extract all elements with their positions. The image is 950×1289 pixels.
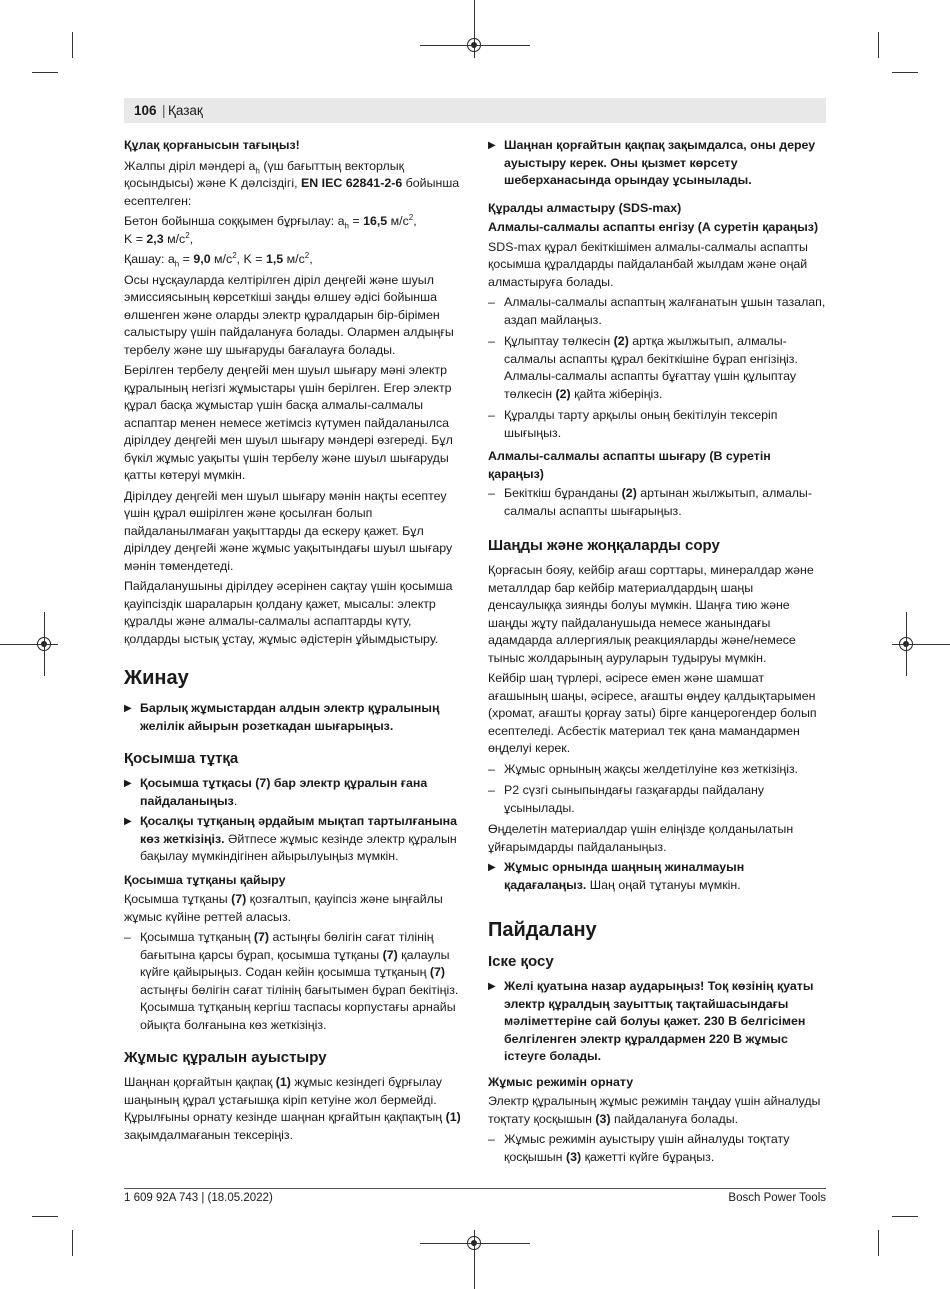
sds-title: Құралды алмастыру (SDS-max) [488, 200, 682, 215]
paragraph: Берілген тербелу деңгейі мен шуыл шығару мәні электр құралының негізгі жұмыстары үшін берілген. Егер электр құрал басқа жұмыстар үшін басқа алмалы-салмалы аспаптар менен немесе жетімсіз күтумен пайдаланылса дірілдеу деңгейі мен шуыл шығару мәндері өзгереді. Бұл бүкіл жұмыс уақыты үшін тербелу және шуыл шығаруды қатты көтеруі мүмкін. [124, 363, 453, 482]
crop-mark [32, 1216, 58, 1217]
list-item: – Алмалы-салмалы аспаптың жалғанатын ұшын тазалап, аздап майлаңыз. [488, 295, 826, 327]
warning-item: ▶ Барлық жұмыстардан алдын электр құралының желілік айырын розеткадан шығарыңыз. [124, 701, 440, 733]
dash-marker: – [488, 783, 495, 797]
header-language: Қазақ [168, 103, 203, 118]
crop-mark [878, 1230, 879, 1256]
dash-marker: – [488, 1132, 495, 1146]
list-item: – P2 сүзгі сыныпындағы газқағарды пайдалану ұсынылады. [488, 783, 765, 815]
left-column [124, 137, 462, 1147]
remove-tool-title: Алмалы-салмалы аспапты шығару (B суретін қараңыз) [488, 449, 771, 481]
vibration-chiselling: Қашау: $a_h = 9,0$ $м/с^2$, K = 1,5 $м/с^2$, [124, 250, 313, 269]
crop-mark [878, 32, 879, 58]
list-item: – Қосымша тұтқаның (7) астыңғы бөлігін сағат тілінің бағытына қарсы бұрап, қосымша тұтқаны (7) қалаулы күйге қайырыңыз. Содан кейін қосымша тұтқаның (7) астыңғы бөлігін сағат тілінің бағытымен бұрап бекітіңіз. Қосымша тұтқаның кергіш таспасы корпустағы арнайы ойықта болғанына көз жеткізіңіз. [124, 930, 459, 1032]
crop-mark [72, 1230, 73, 1256]
startup-heading: Іске қосу [488, 953, 554, 970]
warning-item: ▶ Қосымша тұтқасы (7) бар электр құралын ғана пайдаланыңыз. [124, 776, 428, 808]
dash-marker: – [488, 761, 495, 776]
paragraph: Пайдаланушыны дірілдеу әсерінен сақтау үшін қосымша қауіпсіздік шараларын қолдану қажет, мысалы: электр құралды және алмалы-салмалы аспаптарды күту, қолдарды ыстық ұстау, жұмыс әдістерін ұйымдыстыру. [124, 579, 453, 646]
dash-marker: – [124, 930, 131, 944]
paragraph: Кейбір шаң түрлері, әсіресе емен және шамшат ағашының шаңы, әсіресе, ағашты өңдеу қалдықтарымен (хромат, ағашты қорғау заты) бірге канцерогендер болып есептеледі. Асбестік материал тек қана мамандармен өңделуі керек. [488, 671, 817, 755]
noise-protection-title: Құлақ қорғанысын тағыңыз! [124, 138, 300, 152]
aux-handle-heading: Қосымша тұтқа [124, 750, 239, 767]
list-item: – Жұмыс режимін ауыстыру үшін айналуды тоқтату қосқышын (3) қажетті күйге бұраңыз. [488, 1132, 790, 1164]
paragraph: Осы нұсқауларда келтірілген діріл деңгейі және шуыл эмиссиясының көрсеткіші заңды өлшеу әдісі бойынша өлшенген және оларды электр құралдарын бір-бірімен салыстыру үшін пайдалануға болады. Олармен алдыңғы тербелу және шу шығаруды бағалауға болады. [124, 272, 454, 357]
paragraph: Өңделетін материалдар үшін еліңізде қолданылатын ұйғарымдарды пайдаланыңыз. [488, 822, 794, 854]
dash-marker: – [488, 334, 495, 348]
dash-marker: – [488, 408, 495, 422]
dash-marker: – [488, 295, 495, 309]
bullet-arrow-icon: ▶ [124, 703, 132, 714]
paragraph: SDS-max құрал бекіткішімен алмалы-салмалы аспапты қосымша құралдарды пайдаланбай жылдам және оңай алмастыруға болады. [488, 239, 808, 289]
paragraph: Шаңнан қорғайтын қақпақ (1) жұмыс кезіндегі бұрғылау шаңының құрал ұстағышқа кіріп кетуіне жол бермейді. Құрылғыны орнату кезінде шаңнан қрғайтын қақпақтың (1) зақымдалмағанын тексеріңіз. [124, 1075, 461, 1142]
header-separator: | [162, 103, 166, 118]
assembly-heading: Жинау [124, 667, 189, 689]
crop-mark [892, 644, 950, 645]
footer-rule [124, 1188, 826, 1189]
bullet-arrow-icon: ▶ [488, 862, 496, 873]
vibration-concrete: Бетон бойынша соққымен бұрғылау: $a_h = 16,5$ $м/с^2$, K = 2,3 $м/с^2$, [124, 212, 417, 246]
list-item: – Бекіткіш бұранданы (2) артынан жылжытып, алмалы-салмалы аспапты шығарыңыз. [488, 486, 812, 518]
crop-mark [0, 644, 58, 645]
crop-mark [420, 1243, 530, 1244]
bullet-arrow-icon: ▶ [488, 140, 496, 151]
paragraph: Дірілдеу деңгейі мен шуыл шығару мәнін нақты есептеу үшін құрал өшірілген және қосылған болып пайдаланылмаған уақыттарды да ескеру қажет. Бұл дірілдеу деңгейі және жұмыс уақытындағы шуыл шығару мәнін төмендетеді. [124, 488, 453, 573]
bullet-arrow-icon: ▶ [124, 778, 132, 789]
crop-mark [892, 1216, 918, 1217]
vibration-intro: Жалпы діріл мәндері $a_h$ (үш бағыттың векторлық қосындысы) және K дәлсіздігі, EN IEC 62841-2-6 бойынша есептелген: [124, 158, 460, 208]
paragraph: Электр құралының жұмыс режимін таңдау үшін айналуды тоқтату қосқышын (3) пайдалануға болады. [488, 1094, 821, 1126]
footer-brand: Bosch Power Tools [728, 1192, 826, 1204]
footer-doc-number: 1 609 92A 743 | (18.05.2022) [124, 1192, 273, 1204]
right-column [488, 137, 826, 1170]
list-item: – Жұмыс орнының жақсы желдетілуіне көз жеткізіңіз. [488, 761, 826, 779]
paragraph: Қорғасын бояу, кейбір ағаш сорттары, минералдар және металлдар бар кейбір материалдардың шаңы денсаулыққа зиянды болуы мүмкін. Шаңға тию және шаңды жұту пайдаланушыда немесе жанындағы адамдарда аллергиялық реакцияларды және/немесе тыныс жолдарының ауруларын тудыруы мүмкін. [488, 563, 814, 665]
warning-item: ▶ Қосалқы тұтқаның әрдайым мықтап тартылғанына көз жеткізіңіз. Әйтпесе жұмыс кезінде электр құралын бақылау мүмкіндігінен айырылуыңыз мүмкін. [124, 814, 458, 863]
warning-item: ▶ Жұмыс орнында шаңның жиналмауын қадағалаңыз. Шаң оңай тұтануы мүмкін. [488, 860, 745, 892]
dash-marker: – [488, 486, 495, 500]
operation-heading: Пайдалану [488, 919, 597, 941]
mode-title: Жұмыс режимін орнату [488, 1074, 634, 1089]
tool-change-heading: Жұмыс құралын ауыстыру [124, 1049, 327, 1066]
crop-mark [32, 72, 58, 73]
crop-mark [420, 45, 530, 46]
bullet-arrow-icon: ▶ [124, 816, 132, 827]
bullet-arrow-icon: ▶ [488, 981, 496, 992]
warning-item: ▶ Шаңнан қорғайтын қақпақ зақымдалса, оны дереу ауыстыру керек. Оны қызмет көрсету шеберханасында орындау ұсынылады. [488, 138, 816, 187]
list-item: – Құлыптау төлкесін (2) артқа жылжытып, алмалы-салмалы аспапты құрал бекіткішіне бұрап енгізіңіз. Алмалы-салмалы аспапты бұғаттау үшін құлыптау төлкесін (2) қайта жіберіңіз. [488, 334, 798, 401]
warning-item: ▶ Желі қуатына назар аударыңыз! Тоқ көзінің қуаты электр құралдың зауыттық тақтайшасындағы мәліметтеріне сай болуы қажет. 230 В белгісімен белгіленген электр құралдармен 220 В жұмыс істеуге болады. [488, 979, 814, 1063]
insert-tool-title: Алмалы-салмалы аспапты енгізу (A суретін қараңыз) [488, 220, 819, 234]
paragraph: Қосымша тұтқаны (7) қозғалтып, қауіпсіз және ыңғайлы жұмыс күйіне реттей аласыз. [124, 892, 443, 924]
crop-mark [892, 72, 918, 73]
header-bar [124, 98, 826, 123]
rotate-handle-title: Қосымша тұтқаны қайыру [124, 872, 286, 887]
page-number: 106 [134, 103, 157, 118]
crop-mark [72, 32, 73, 58]
dust-extraction-heading: Шаңды және жоңқаларды сору [488, 537, 720, 554]
list-item: – Құралды тарту арқылы оның бекітілуін тексеріп шығыңыз. [488, 408, 778, 440]
